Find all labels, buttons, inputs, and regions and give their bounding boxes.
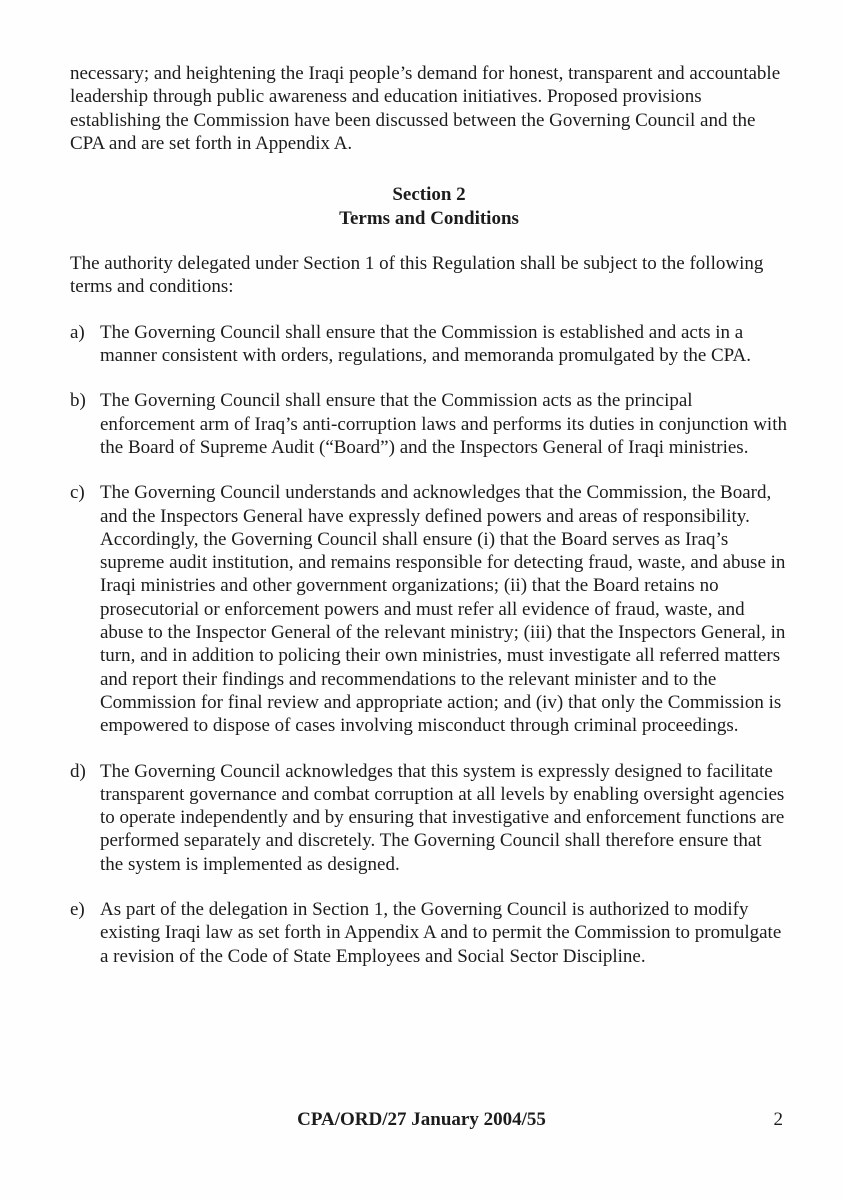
page-number: 2 [773, 1109, 783, 1130]
intro-paragraph: necessary; and heightening the Iraqi people’s demand for honest, transparent and accountable leadership through public awareness and education initiatives. Proposed provisions establishing the Commission have been discussed between the Governing Council and the CPA and are set forth in Appendix A. [70, 63, 781, 154]
list-item-text: As part of the delegation in Section 1, the Governing Council is authorized to modify existing Iraqi law as set forth in Appendix A and to permit the Commission to promulgate a revision of the Code of State Employees and Social Sector Discipline. [100, 899, 782, 967]
list-item [70, 481, 788, 737]
list-item-marker: c) [70, 482, 85, 504]
section-heading [70, 183, 788, 231]
list-item-text: The Governing Council shall ensure that the Commission acts as the principal enforcement arm of Iraq’s anti-corruption laws and performs its duties in conjunction with the Board of Supreme Audit (“Board”) and the Inspectors General of Iraqi ministries. [100, 390, 787, 458]
section-lead-paragraph: The authority delegated under Section 1 of this Regulation shall be subject to the following terms and conditions: [70, 253, 764, 298]
list-item-marker: b) [70, 390, 86, 412]
list-item-marker: d) [70, 760, 86, 782]
list-item-text: The Governing Council understands and acknowledges that the Commission, the Board, and the Inspectors General have expressly defined powers and areas of responsibility. Accordingly, the Governing Council shall ensure (i) that the Board serves as Iraq’s supreme audit institution, and remains responsible for detecting fraud, waste, and abuse in Iraqi ministries and other government organizations; (ii) that the Board retains no prosecutorial or enforcement powers and must refer all evidence of fraud, waste, and abuse to the Inspector General of the relevant ministry; (iii) that the Inspectors General, in turn, and in addition to policing their own ministries, must investigate all referred matters and report their findings and recommendations to the relevant minister and to the Commission for final review and appropriate action; and (iv) that only the Commission is empowered to dispose of cases involving misconduct through criminal proceedings. [100, 482, 786, 737]
list-item [70, 898, 788, 968]
list-item-text: The Governing Council shall ensure that the Commission is established and acts in a manner consistent with orders, regulations, and memoranda promulgated by the CPA. [100, 321, 751, 367]
section-number: Section 2 [392, 184, 466, 206]
list-item-text: The Governing Council acknowledges that this system is expressly designed to facilitate transparent governance and combat corruption at all levels by enabling oversight agencies to operate independently and by ensuring that investigative and enforcement functions are performed separately and discretely. The Governing Council shall therefore ensure that the system is implemented as designed. [100, 760, 785, 875]
list-item [70, 389, 788, 459]
list-item [70, 760, 788, 876]
document-page [70, 62, 788, 968]
footer-document-id: CPA/ORD/27 January 2004/55 [297, 1109, 546, 1130]
section-title: Terms and Conditions [339, 208, 519, 230]
list-item-marker: a) [70, 321, 85, 343]
list-item [70, 321, 788, 368]
list-item-marker: e) [70, 899, 85, 921]
terms-list [70, 321, 788, 968]
